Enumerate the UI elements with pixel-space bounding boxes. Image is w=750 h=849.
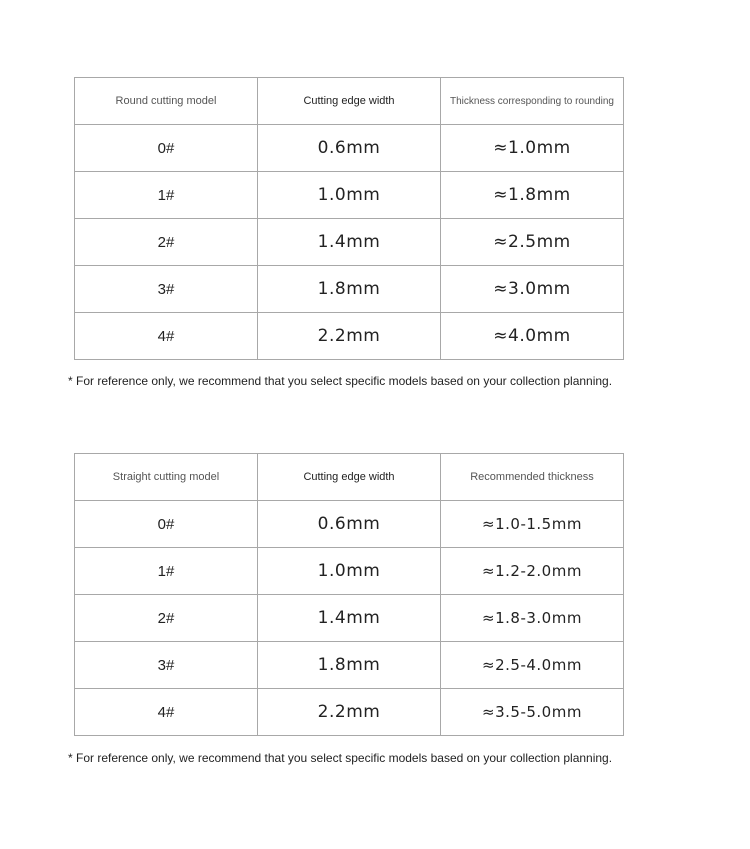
- header-model: Straight cutting model: [75, 454, 258, 501]
- cell-thickness: ≈1.8-3.0mm: [441, 595, 624, 642]
- cell-thickness: ≈4.0mm: [441, 313, 624, 360]
- table-header-row: [75, 78, 624, 125]
- cell-thickness: ≈1.0mm: [441, 125, 624, 172]
- table-row: [75, 595, 624, 642]
- table-header-row: [75, 454, 624, 501]
- table-row: [75, 266, 624, 313]
- table-row: [75, 501, 624, 548]
- reference-note: * For reference only, we recommend that you select specific models based on your collection planning.: [68, 374, 613, 388]
- cell-model: 1#: [75, 172, 258, 219]
- cell-model: 4#: [75, 689, 258, 736]
- table-row: [75, 172, 624, 219]
- cell-thickness: ≈3.0mm: [441, 266, 624, 313]
- header-edge-width: Cutting edge width: [258, 78, 441, 125]
- cell-model: 0#: [75, 501, 258, 548]
- cell-width: 0.6mm: [258, 125, 441, 172]
- cell-thickness: ≈2.5mm: [441, 219, 624, 266]
- cell-width: 1.8mm: [258, 266, 441, 313]
- table-row: [75, 548, 624, 595]
- cell-width: 1.8mm: [258, 642, 441, 689]
- cell-thickness: ≈2.5-4.0mm: [441, 642, 624, 689]
- header-edge-width: Cutting edge width: [258, 454, 441, 501]
- straight-cutting-table: [74, 453, 624, 736]
- header-model: Round cutting model: [75, 78, 258, 125]
- cell-width: 2.2mm: [258, 313, 441, 360]
- cell-model: 2#: [75, 595, 258, 642]
- cell-model: 3#: [75, 266, 258, 313]
- table-row: [75, 689, 624, 736]
- reference-note: * For reference only, we recommend that you select specific models based on your collection planning.: [68, 751, 613, 765]
- table-row: [75, 125, 624, 172]
- cell-width: 2.2mm: [258, 689, 441, 736]
- cell-width: 1.4mm: [258, 595, 441, 642]
- cell-thickness: ≈1.0-1.5mm: [441, 501, 624, 548]
- cell-model: 2#: [75, 219, 258, 266]
- cell-model: 4#: [75, 313, 258, 360]
- table-row: [75, 642, 624, 689]
- cell-thickness: ≈3.5-5.0mm: [441, 689, 624, 736]
- cell-model: 1#: [75, 548, 258, 595]
- cell-width: 1.0mm: [258, 548, 441, 595]
- cell-width: 1.4mm: [258, 219, 441, 266]
- cell-model: 3#: [75, 642, 258, 689]
- cell-thickness: ≈1.2-2.0mm: [441, 548, 624, 595]
- cell-width: 1.0mm: [258, 172, 441, 219]
- cell-width: 0.6mm: [258, 501, 441, 548]
- table-row: [75, 313, 624, 360]
- header-thickness: Recommended thickness: [441, 454, 624, 501]
- cell-model: 0#: [75, 125, 258, 172]
- table-row: [75, 219, 624, 266]
- round-cutting-table: [74, 77, 624, 360]
- header-thickness: Thickness corresponding to rounding: [441, 78, 624, 125]
- cell-thickness: ≈1.8mm: [441, 172, 624, 219]
